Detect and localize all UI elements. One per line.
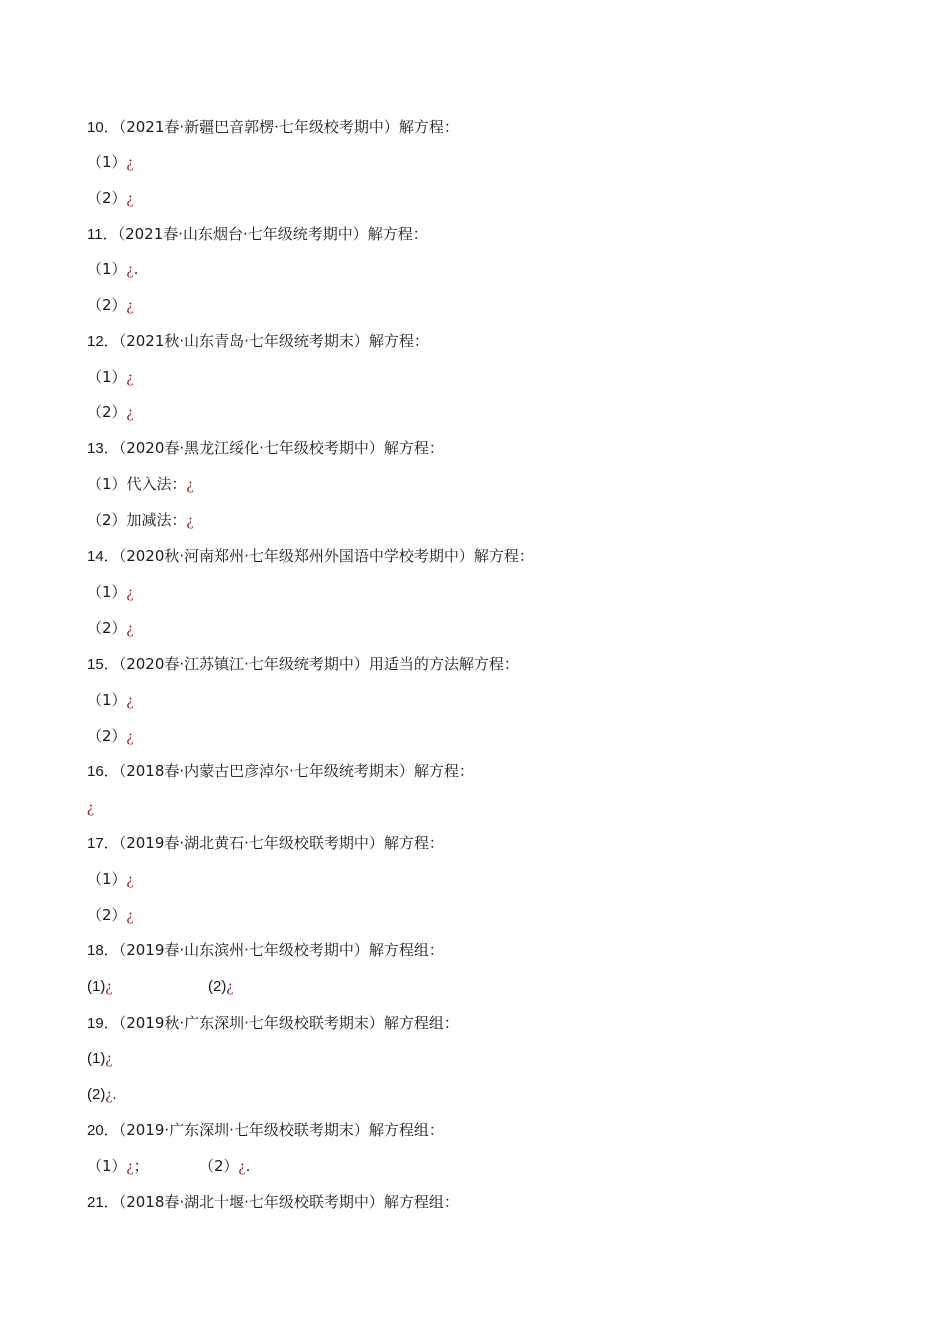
question-10-part-1: [87, 152, 134, 173]
question-number: 19．: [87, 1015, 119, 1032]
part-label: （2）: [87, 403, 127, 421]
part-label: (2): [208, 978, 227, 995]
missing-formula-mark: ¿: [126, 261, 134, 278]
part-tail: ；: [133, 1157, 149, 1175]
missing-formula-mark: ¿: [126, 871, 134, 888]
question-17-part-2: [87, 905, 134, 926]
question-18-part-2: [208, 977, 233, 997]
question-number: 18．: [87, 942, 119, 959]
part-label: （2）: [87, 189, 127, 207]
missing-formula-mark: ¿: [126, 154, 134, 171]
question-source: （2019春·山东滨州·七年级校考期中）解方程组：: [118, 941, 444, 959]
question-10-part-2: [87, 188, 134, 209]
question-21: [87, 1192, 459, 1213]
missing-formula-mark: ¿: [87, 799, 95, 816]
part-label: (2): [87, 1086, 106, 1103]
question-15: [87, 654, 519, 675]
part-label: （1）: [87, 368, 127, 386]
question-16: [87, 761, 474, 782]
question-source: （2021春·山东烟台·七年级统考期中）解方程：: [117, 225, 428, 243]
missing-formula-mark: ¿: [186, 512, 194, 529]
part-label: (1): [87, 1050, 106, 1067]
question-source: （2021秋·山东青岛·七年级统考期末）解方程：: [118, 332, 429, 350]
question-11-part-1: [87, 259, 138, 280]
question-15-part-2: [87, 726, 134, 747]
question-15-part-1: [87, 690, 134, 711]
missing-formula-mark: ¿: [126, 907, 134, 924]
missing-formula-mark: ¿: [105, 978, 113, 995]
question-source: （2020春·江苏镇江·七年级统考期中）用适当的方法解方程：: [118, 655, 519, 673]
question-16-part-1: [87, 797, 94, 818]
question-source: （2018春·内蒙古巴彦淖尔·七年级统考期末）解方程：: [118, 762, 474, 780]
question-14-part-1: [87, 582, 134, 603]
question-19-part-2: [87, 1085, 117, 1105]
question-source: （2019·广东深圳·七年级校联考期末）解方程组：: [118, 1121, 444, 1139]
question-number: 12．: [87, 333, 119, 350]
question-17-part-1: [87, 869, 134, 890]
question-source: （2019春·湖北黄石·七年级校联考期中）解方程：: [118, 834, 444, 852]
question-number: 11．: [87, 226, 118, 243]
part-label: （1）: [87, 153, 127, 171]
question-19-part-1: [87, 1049, 112, 1069]
question-number: 13．: [87, 440, 119, 457]
question-number: 16．: [87, 763, 119, 780]
question-14-part-2: [87, 618, 134, 639]
part-label: （1）: [87, 583, 127, 601]
question-13-part-2: [87, 510, 194, 531]
part-label: （1）: [87, 870, 127, 888]
missing-formula-mark: ¿: [126, 728, 134, 745]
part-tail: .: [112, 1086, 117, 1103]
question-source: （2019秋·广东深圳·七年级校联考期末）解方程组：: [118, 1014, 459, 1032]
question-13-part-1: [87, 474, 194, 495]
question-14: [87, 546, 534, 567]
question-20-part-2: [199, 1156, 250, 1177]
question-source: （2020春·黑龙江绥化·七年级校考期中）解方程：: [118, 439, 444, 457]
question-source: （2018春·湖北十堰·七年级校联考期中）解方程组：: [118, 1193, 459, 1211]
part-tail: .: [245, 1157, 251, 1175]
question-12-part-1: [87, 367, 134, 388]
part-label: （2）: [87, 727, 127, 745]
missing-formula-mark: ¿: [105, 1086, 113, 1103]
question-20-part-1: [87, 1156, 149, 1177]
missing-formula-mark: ¿: [126, 1158, 134, 1175]
missing-formula-mark: ¿: [126, 297, 134, 314]
question-number: 10．: [87, 119, 119, 136]
part-label: （2）: [199, 1157, 239, 1175]
question-10: [87, 117, 459, 138]
question-number: 17．: [87, 835, 119, 852]
question-13: [87, 438, 444, 459]
question-20: [87, 1120, 444, 1141]
part-label: （1）: [87, 260, 127, 278]
part-label: （2）: [87, 296, 127, 314]
part-label: （2）加减法：: [87, 511, 187, 529]
question-17: [87, 833, 444, 854]
question-number: 15．: [87, 656, 119, 673]
missing-formula-mark: ¿: [126, 584, 134, 601]
part-label: （1）代入法：: [87, 475, 187, 493]
question-number: 21．: [87, 1194, 119, 1211]
missing-formula-mark: ¿: [126, 369, 134, 386]
question-source: （2021春·新疆巴音郭楞·七年级校考期中）解方程：: [118, 118, 459, 136]
question-11-part-2: [87, 295, 134, 316]
missing-formula-mark: ¿: [238, 1158, 246, 1175]
part-label: (1): [87, 978, 106, 995]
question-18: [87, 940, 444, 961]
question-12-part-2: [87, 402, 134, 423]
part-label: （1）: [87, 1157, 127, 1175]
missing-formula-mark: ¿: [126, 692, 134, 709]
question-number: 14．: [87, 548, 119, 565]
question-18-part-1: [87, 977, 112, 997]
missing-formula-mark: ¿: [186, 476, 194, 493]
missing-formula-mark: ¿: [105, 1050, 113, 1067]
question-number: 20．: [87, 1122, 119, 1139]
missing-formula-mark: ¿: [126, 404, 134, 421]
missing-formula-mark: ¿: [126, 190, 134, 207]
missing-formula-mark: ¿: [226, 978, 234, 995]
question-19: [87, 1013, 459, 1034]
question-11: [87, 224, 428, 245]
question-12: [87, 331, 429, 352]
part-label: （2）: [87, 619, 127, 637]
part-tail: .: [133, 260, 139, 278]
question-source: （2020秋·河南郑州·七年级郑州外国语中学校考期中）解方程：: [118, 547, 534, 565]
part-label: （1）: [87, 691, 127, 709]
missing-formula-mark: ¿: [126, 620, 134, 637]
part-label: （2）: [87, 906, 127, 924]
